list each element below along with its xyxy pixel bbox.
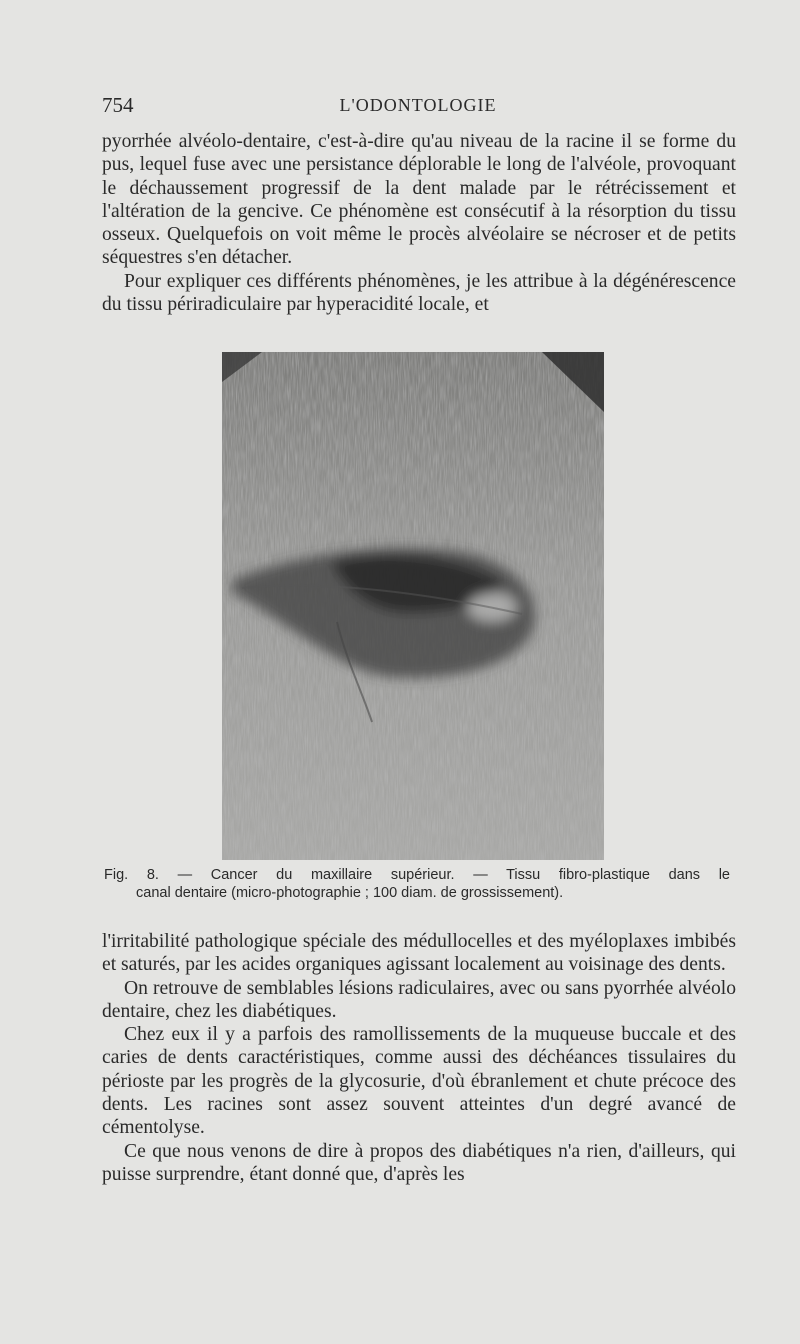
paragraph: l'irritabilité pathologique spéciale des médullocelles et des myéloplaxes imbibés et saturés, par les acides organiques agissant localement au voisinage des dents.: [102, 931, 736, 976]
paragraph: Ce que nous venons de dire à propos des diabétiques n'a rien, d'ailleurs, qui puisse surprendre, étant donné que, d'après les: [102, 1140, 736, 1185]
figure-caption: [104, 866, 730, 902]
text-block-before-figure: [102, 130, 736, 316]
paragraph: Pour expliquer ces différents phénomènes, je les attribue à la dégénérescence du tissu périradiculaire par hyperacidité locale, et: [102, 270, 736, 316]
paragraph: On retrouve de semblables lésions radiculaires, avec ou sans pyorrhée alvéolo dentaire, chez les diabétiques.: [102, 977, 736, 1022]
text-block-after-figure: [102, 930, 736, 1186]
paragraph: Chez eux il y a parfois des ramollissements de la muqueuse buccale et des caries de dents caractéristiques, comme aussi des déchéances tissulaires du périoste par les progrès de la glycosurie, d'où ébranlement et chute précoce des dents. Les racines sont assez souvent atteintes d'un degré avancé de cémentolyse.: [102, 1024, 736, 1139]
page-number: 754: [102, 93, 134, 117]
running-head: [102, 93, 734, 121]
micro-photograph: [222, 352, 604, 860]
paragraph: pyorrhée alvéolo-dentaire, c'est-à-dire qu'au niveau de la racine il se forme du pus, lequel fuse avec une persistance déplorable le long de l'alvéole, provoquant le déchaussement progressif de la dent malade par le rétrécissement et l'altération de la gencive. Ce phénomène est consécutif à la résorption du tissu osseux. Quelquefois on voit même le procès alvéolaire se nécroser et de petits séquestres s'en détacher.: [102, 131, 736, 269]
journal-title: L'ODONTOLOGIE: [339, 95, 497, 115]
micro-photograph-image: [222, 352, 604, 860]
caption-line: canal dentaire (micro-photographie ; 100 diam. de grossissement).: [136, 885, 564, 901]
caption-line: Fig. 8. — Cancer du maxillaire supérieur. — Tissu fibro-plastique dans le: [104, 867, 730, 883]
